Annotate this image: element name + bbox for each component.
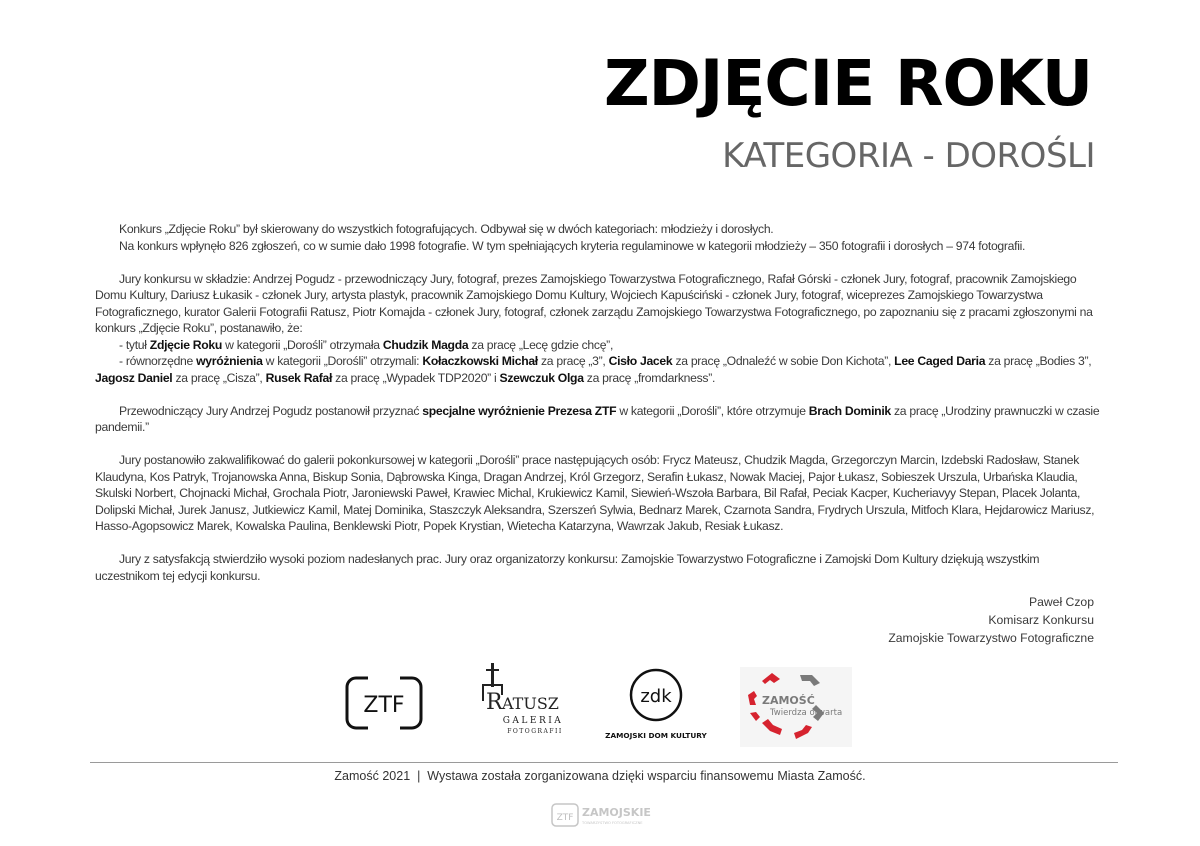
intro-line-2: Na konkurs wpłynęło 826 zgłoszeń, co w sumie dało 1998 fotografie. W tym spełniających kryteria regulaminowe w kategorii młodzieży – 350 fotografii i dorosłych – 974 fotografii. bbox=[119, 238, 1026, 253]
zamosc-word: ZAMOŚĆ bbox=[762, 694, 815, 707]
distinction-name: Kołaczkowski Michał bbox=[422, 354, 538, 368]
page-subtitle: KATEGORIA - DOROŚLI bbox=[722, 136, 1095, 176]
distinction-name: Jagosz Daniel bbox=[95, 370, 173, 385]
footer-text: Zamość 2021 | Wystawa została zorganizowana dzięki wsparciu finansowemu Miasta Zamość. bbox=[334, 769, 866, 783]
footer-logo-ztf: ZTF bbox=[556, 813, 574, 823]
gallery-qualifiers-paragraph: Jury postanowiło zakwalifikować do galerii pokonkursowej w kategorii „Dorośli” prace następujących osób: Frycz Mateusz, Chudzik Magda, Grzegorczyn Marcin, Izdebski Radosław, Stanek Klaudyna, Kos Patryk, Trojanowska Anna, Biskup Sonia, Dąbrowska Kinga, Dragan Andrzej, Król Grzegorz, Serafin Łukasz, Nowak Maciej, Pajor Łukasz, Sobieszek Urszula, Urbańska Klaudia, Skulski Norbert, Chojnacki Michał, Grochala Piotr, Jaroniewski Paweł, Krawiec Michal, Krukiewicz Kamil, Siewień-Wszoła Barbara, Bil Rafał, Peciak Kacper, Kucheriavyy Stepan, Placek Jolanta, Dolipski Michał, Jurek Janusz, Jutkiewicz Kamil, Matej Dominika, Staszczyk Aleksandra, Szerszeń Sylwia, Bednarz Marek, Czarnota Sandra, Frydrych Urszula, Mitfoch Klara, Hejdarowicz Mariusz, Hasso-Agopsowicz Marek, Kowalska Paulina, Benklewski Piotr, Popek Krystian, Wietecha Katarzyna, Wawrzak Jakub, Resiak Łukasz. bbox=[95, 453, 1095, 533]
main-award-line: - tytuł Zdjęcie Roku w kategorii „Dorośli” otrzymała Chudzik Magda za pracę „Lecę gdzie chcę”, bbox=[119, 337, 614, 352]
closing-paragraph: Jury z satysfakcją stwierdziło wysoki poziom nadesłanych prac. Jury oraz organizatorzy konkursu: Zamojskie Towarzystwo Fotograficzne i Zamojski Dom Kultury dziękują wszystkim uczestnikom tej edycji konkursu. bbox=[95, 552, 1040, 583]
ztf-logo bbox=[344, 675, 424, 731]
distinction-name: Szewczuk Olga bbox=[499, 370, 584, 385]
signature-name: Paweł Czop bbox=[1028, 595, 1094, 609]
footer-logo-sub: TOWARZYSTWO FOTOGRAFICZNE bbox=[582, 821, 643, 825]
ratusz-word: ATUSZ bbox=[502, 694, 559, 713]
zdk-caption: ZAMOJSKI DOM KULTURY bbox=[605, 731, 707, 740]
ratusz-r: R bbox=[486, 690, 503, 715]
page-title: ZDJĘCIE ROKU bbox=[603, 47, 1092, 120]
award-winner: Chudzik Magda bbox=[382, 337, 469, 352]
ratusz-fotografii: FOTOGRAFII bbox=[507, 728, 563, 735]
award-title: Zdjęcie Roku bbox=[149, 337, 223, 352]
intro-line-1: Konkurs „Zdjęcie Roku” był skierowany do wszystkich fotografujących. Odbywał się w dwóch kategoriach: młodzieży i dorosłych. bbox=[119, 222, 774, 236]
ratusz-gallery-logo bbox=[478, 659, 578, 745]
sponsor-logos bbox=[0, 655, 1200, 755]
zamosc-logo bbox=[740, 667, 852, 747]
ztf-logo-text: ZTF bbox=[363, 693, 405, 718]
signature-org: Zamojskie Towarzystwo Fotograficzne bbox=[888, 631, 1094, 645]
distinctions-word: wyróżnienia bbox=[196, 354, 263, 368]
footer-divider bbox=[90, 762, 1118, 763]
zdk-logo bbox=[600, 665, 712, 745]
distinction-name: Lee Caged Daria bbox=[894, 354, 986, 368]
zdk-mark: zdk bbox=[640, 686, 672, 707]
distinction-name: Rusek Rafał bbox=[265, 370, 333, 385]
distinctions-line: - równorzędne wyróżnienia w kategorii „Dorośli” otrzymali: Kołaczkowski Michał za pracę „3”, Cisło Jacek za pracę „Odnaleźć w sobie Don Kichota”, Lee Caged Daria za pracę „Bodies 3”, Jagosz Daniel za pracę „Cisza”, Rusek Rafał za pracę „Wypadek TDP2020” i Szewczuk Olga za pracę „fromdarkness”. bbox=[95, 354, 1092, 385]
zamosc-tagline: Twierdza otwarta bbox=[770, 708, 843, 718]
ratusz-galeria: GALERIA bbox=[502, 716, 564, 726]
special-award-title: specjalne wyróżnienie Prezesa ZTF bbox=[422, 403, 617, 418]
special-award-winner: Brach Dominik bbox=[808, 403, 891, 418]
jury-paragraph: Jury konkursu w składzie: Andrzej Pogudz - przewodniczący Jury, fotograf, prezes Zamojskiego Towarzystwa Fotograficznego, Rafał Górski - członek Jury, fotograf, pracownik Zamojskiego Domu Kultury, Dariusz Łukasik - członek Jury, artysta plastyk, pracownik Zamojskiego Domu Kultury, Wojciech Kapuściński - członek Jury, fotograf, wiceprezes Zamojskiego Towarzystwa Fotograficznego, kurator Galerii Fotografii Ratusz, Piotr Komajda - członek Jury, fotograf, członek zarządu Zamojskiego Towarzystwa Fotograficznego, po zapoznaniu się z pracami zgłoszonymi na konkurs „Zdjęcie Roku”, postanawiło, że: bbox=[95, 271, 1093, 335]
distinction-name: Cisło Jacek bbox=[608, 354, 673, 368]
special-award-paragraph: Przewodniczący Jury Andrzej Pogudz postanowił przyznać specjalne wyróżnienie Prezesa ZTF w kategorii „Dorośli”, które otrzymuje Brach Dominik za pracę „Urodziny prawnuczki w czasie pandemii.” bbox=[95, 403, 1100, 434]
footer-ztf-logo bbox=[550, 800, 655, 830]
signature-block bbox=[888, 593, 1094, 647]
announcement-body bbox=[95, 221, 1100, 584]
signature-role: Komisarz Konkursu bbox=[988, 613, 1094, 627]
footer-logo-word: ZAMOJSKIE bbox=[582, 806, 651, 819]
